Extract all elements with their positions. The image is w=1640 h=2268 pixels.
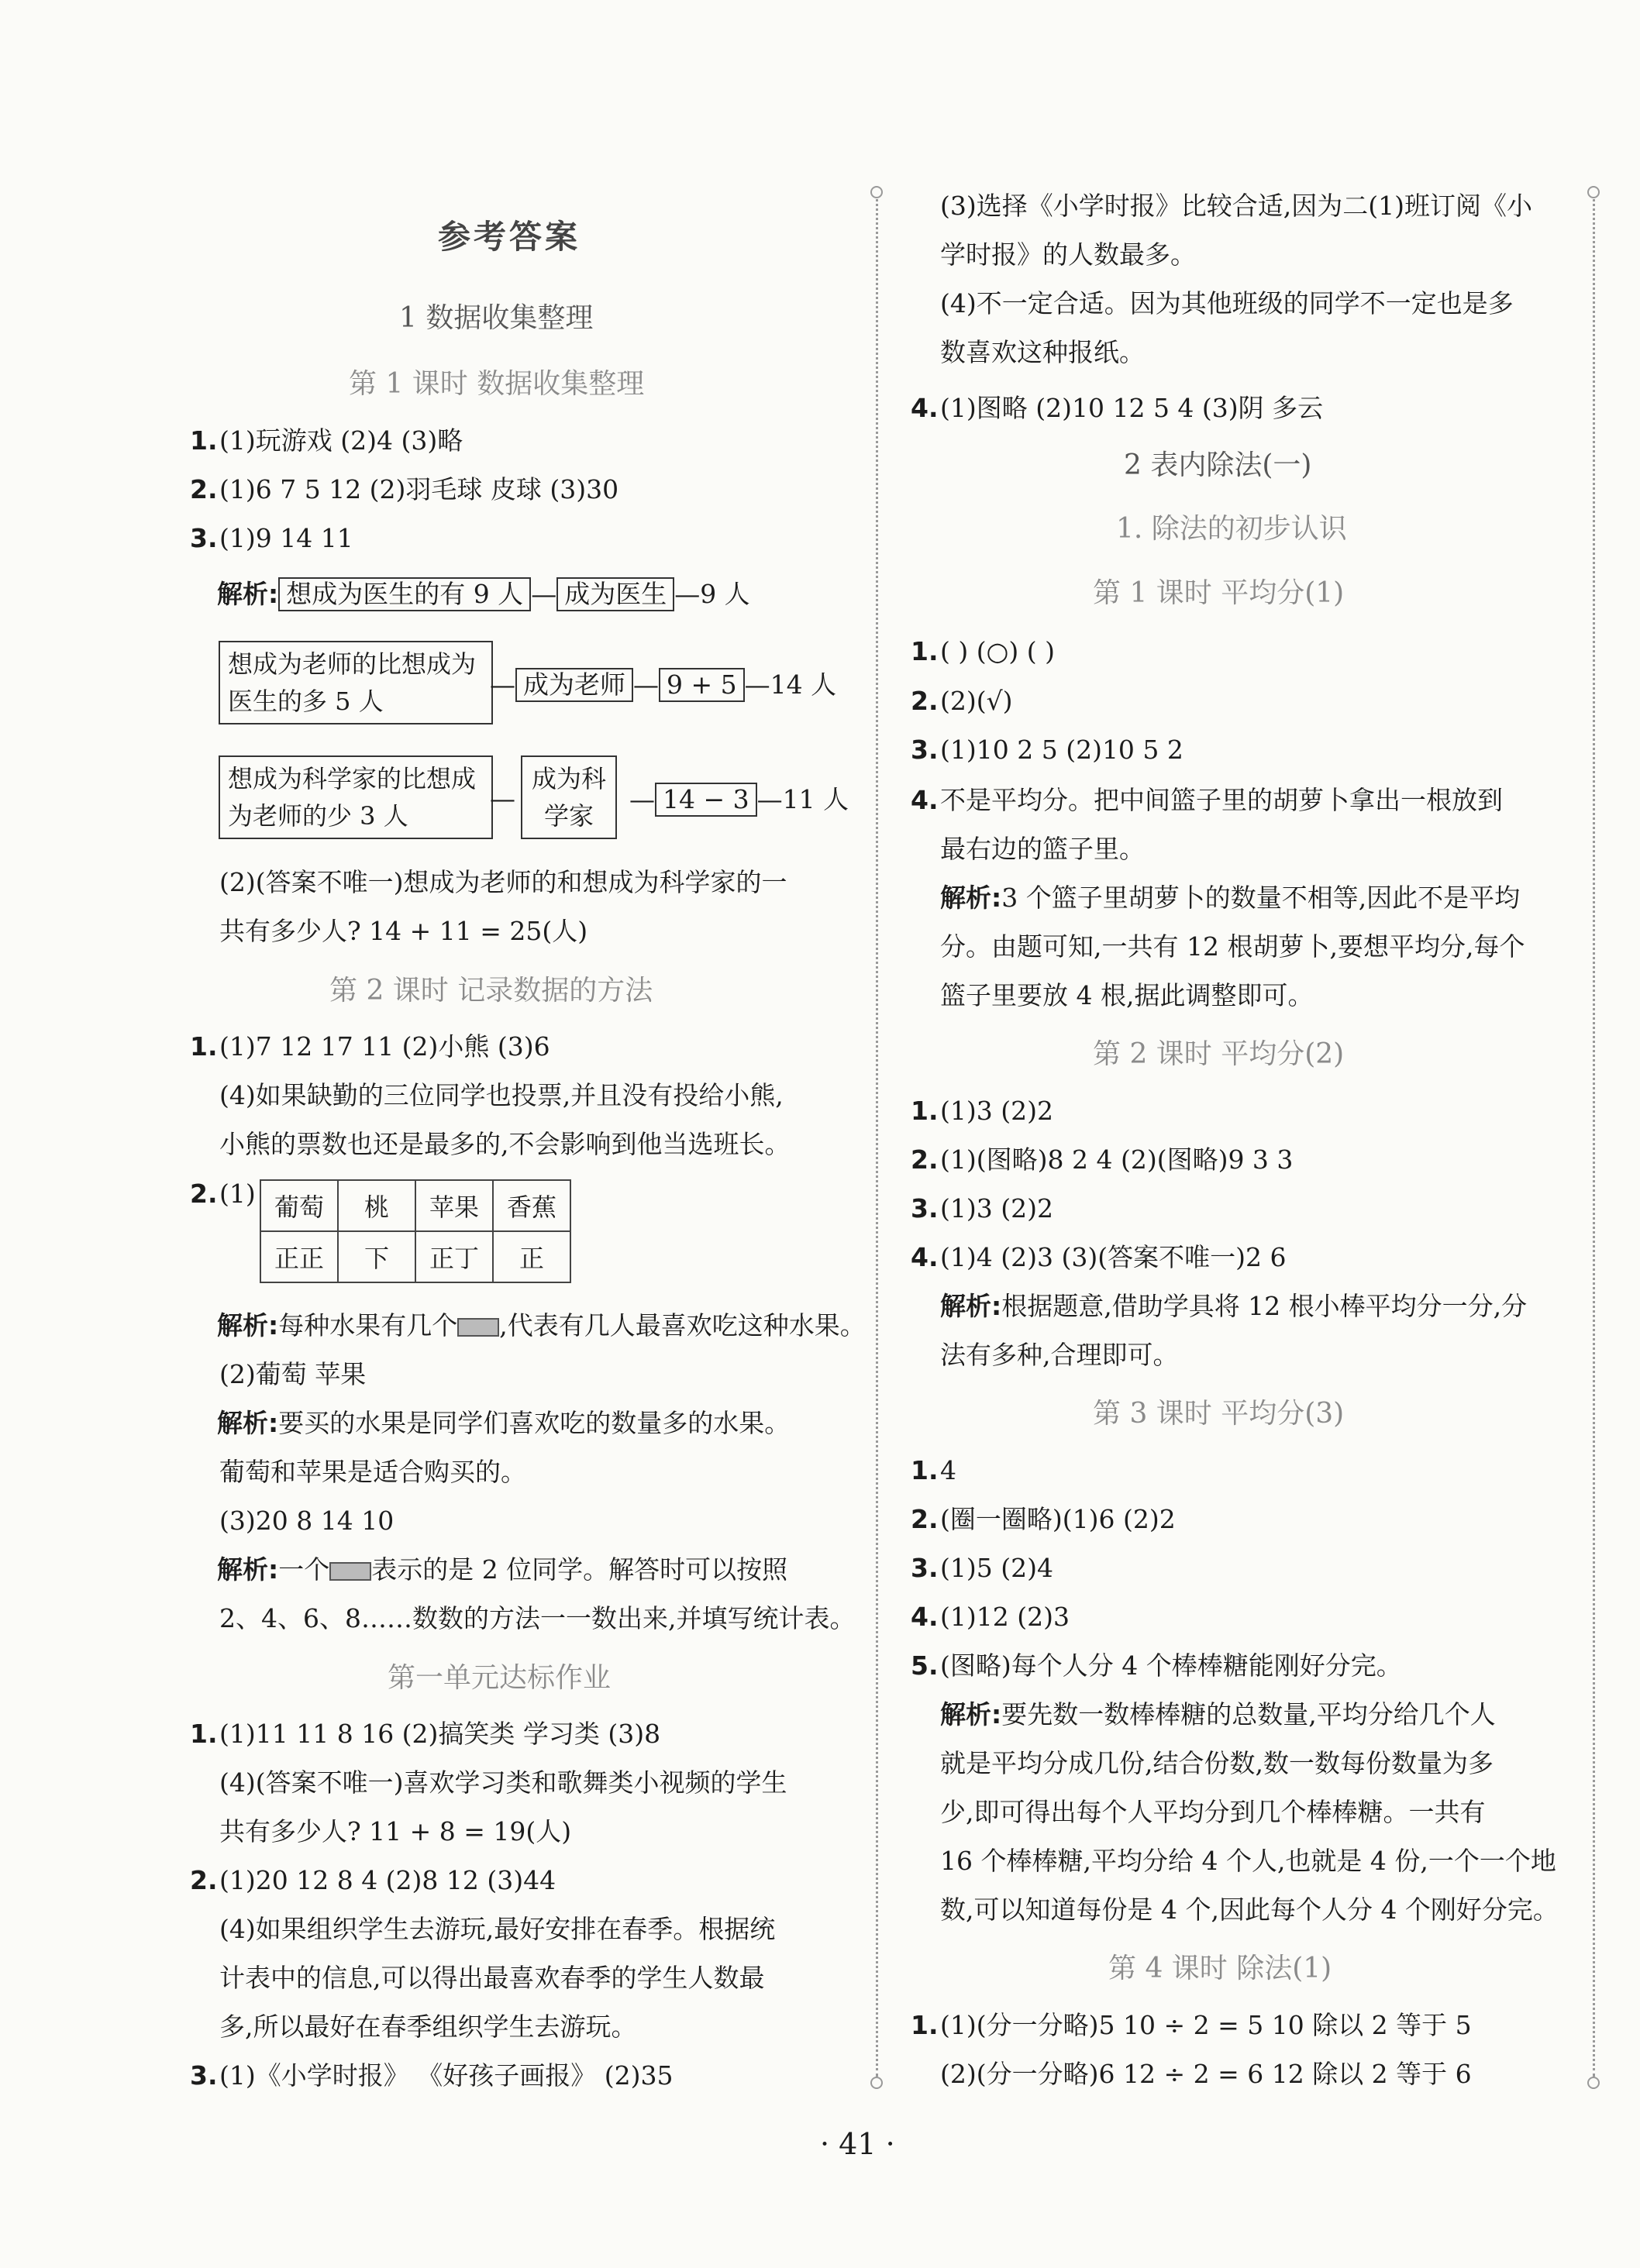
r-unit-answer-3-part4-line2: 数喜欢这种报纸。 — [940, 337, 1145, 367]
box-doctor-count: 想成为医生的有 9 人 — [278, 577, 531, 611]
r-l3-answer-2: 2.(圈一圈略)(1)6 (2)2 — [911, 1504, 1176, 1534]
analysis-row-b: — 成为老师 — 9 + 5 —14 人 — [490, 668, 836, 702]
fruit-tally-table — [260, 1179, 571, 1283]
r-l4-answer-1: 1.(1)(分一分略)5 10 ÷ 2 = 5 10 除以 2 等于 5 — [911, 2010, 1472, 2040]
unit-answer-2: 2.(1)20 12 8 4 (2)8 12 (3)44 — [190, 1865, 556, 1895]
r-unit-answer-3-part3-line1: (3)选择《小学时报》比较合适,因为二(1)班订阅《小 — [940, 191, 1532, 221]
box-scientist-calc: 14 − 3 — [655, 783, 757, 817]
r-l3-analysis-line1: 解析:要先数一数棒棒糖的总数量,平均分给几个人 — [940, 1699, 1496, 1729]
r-unit-answer-4: 4.(1)图略 (2)10 12 5 4 (3)阴 多云 — [911, 393, 1324, 423]
section-1-title: 1. 除法的初步认识 — [1116, 513, 1347, 545]
fruit-tally: 正 — [493, 1231, 570, 1282]
box-become-scientist: 成为科学家 — [521, 755, 617, 839]
unit-test-title: 第一单元达标作业 — [388, 1662, 612, 1694]
r-l1-answer-4-line1: 4.不是平均分。把中间篮子里的胡萝卜拿出一根放到 — [911, 785, 1503, 815]
right-border-top-dot — [1587, 186, 1600, 198]
r-l3-analysis-line2: 就是平均分成几份,结合份数,数一数每份数量为多 — [940, 1748, 1494, 1778]
r-l3-answer-5: 5.(图略)每个人分 4 个棒棒糖能刚好分完。 — [911, 1650, 1402, 1681]
box-teacher-calc: 9 + 5 — [659, 668, 745, 702]
l2-answer-2-part3: (3)20 8 14 10 — [219, 1506, 394, 1536]
answer-3-part2-line2: 共有多少人? 14 + 11 = 25(人) — [219, 916, 588, 946]
unit-answer-2-part4-line2: 计表中的信息,可以得出最喜欢春季的学生人数最 — [219, 1963, 765, 1993]
l2-answer-2: 2.(1) — [190, 1179, 256, 1209]
chapter-2-title: 2 表内除法(一) — [1124, 449, 1312, 481]
r-l1-analysis-line3: 篮子里要放 4 根,据此调整即可。 — [940, 980, 1314, 1010]
r-l1-analysis-line1: 解析:3 个篮子里胡萝卜的数量不相等,因此不是平均 — [940, 883, 1521, 913]
analysis-row-a: 解析: 想成为医生的有 9 人 — 成为医生 —9 人 — [217, 577, 750, 611]
fruit-tally: 正正 — [260, 1231, 338, 1282]
r-l3-answer-3: 3.(1)5 (2)4 — [911, 1553, 1053, 1583]
r-l2-analysis-line2: 法有多种,合理即可。 — [940, 1340, 1179, 1370]
rectangle-icon — [457, 1318, 499, 1337]
rectangle-icon — [329, 1562, 371, 1581]
r-l1-answer-4-line2: 最右边的篮子里。 — [940, 834, 1145, 864]
box-become-doctor: 成为医生 — [556, 577, 674, 611]
lesson-2-title: 第 2 课时 记录数据的方法 — [329, 975, 653, 1007]
r-l1-answer-1: 1.( ) (○) ( ) — [911, 636, 1056, 666]
unit-answer-2-part4-line1: (4)如果组织学生去游玩,最好安排在春季。根据统 — [219, 1914, 776, 1944]
page-title: 参考答案 — [438, 218, 581, 256]
fruit-header: 香蕉 — [493, 1180, 570, 1231]
lesson-1-title: 第 1 课时 数据收集整理 — [349, 368, 645, 400]
unit-answer-2-part4-line3: 多,所以最好在春季组织学生去游玩。 — [219, 2012, 637, 2042]
fruit-tally: 正丁 — [415, 1231, 493, 1282]
r-l3-analysis-line4: 16 个棒棒糖,平均分给 4 个人,也就是 4 份,一个一个地 — [940, 1846, 1556, 1876]
answer-1: 1.(1)玩游戏 (2)4 (3)略 — [190, 425, 463, 456]
analysis-row-c-dash: — — [490, 783, 515, 814]
right-border-divider — [1593, 194, 1595, 2077]
r-l3-analysis-line3: 少,即可得出每个人平均分到几个棒棒糖。一共有 — [940, 1797, 1486, 1827]
r-l4-answer-1-part2: (2)(分一分略)6 12 ÷ 2 = 6 12 除以 2 等于 6 — [940, 2059, 1472, 2089]
divider-top-dot — [870, 186, 883, 198]
l2-answer-1-part4-line1: (4)如果缺勤的三位同学也投票,并且没有投给小熊, — [219, 1080, 784, 1110]
fruit-header: 葡萄 — [260, 1180, 338, 1231]
l2-analysis-3-line2: 2、4、6、8……数数的方法一一数出来,并填写统计表。 — [219, 1603, 856, 1633]
fruit-header: 桃 — [338, 1180, 415, 1231]
r-l2-answer-4: 4.(1)4 (2)3 (3)(答案不唯一)2 6 — [911, 1242, 1287, 1272]
r-lesson-4-title: 第 4 课时 除法(1) — [1108, 1953, 1332, 1984]
page-number: · 41 · — [820, 2127, 895, 2161]
r-l2-answer-2: 2.(1)(图略)8 2 4 (2)(图略)9 3 3 — [911, 1144, 1294, 1175]
unit-answer-1-part4-line1: (4)(答案不唯一)喜欢学习类和歌舞类小视频的学生 — [219, 1767, 787, 1798]
r-lesson-1-title: 第 1 课时 平均分(1) — [1093, 577, 1345, 609]
r-lesson-2-title: 第 2 课时 平均分(2) — [1093, 1038, 1345, 1070]
l2-answer-1-part4-line2: 小熊的票数也还是最多的,不会影响到他当选班长。 — [219, 1129, 791, 1159]
chapter-1-title: 1 数据收集整理 — [399, 302, 594, 334]
answer-3: 3.(1)9 14 11 — [190, 523, 353, 553]
l2-answer-1: 1.(1)7 12 17 11 (2)小熊 (3)6 — [190, 1031, 550, 1062]
fruit-header: 苹果 — [415, 1180, 493, 1231]
r-l3-answer-1: 1.4 — [911, 1455, 956, 1485]
l2-analysis-3-line1: 解析:一个 表示的是 2 位同学。解答时可以按照 — [217, 1554, 788, 1585]
r-l3-answer-4: 4.(1)12 (2)3 — [911, 1602, 1070, 1632]
r-l2-answer-1: 1.(1)3 (2)2 — [911, 1096, 1053, 1126]
divider-bottom-dot — [870, 2077, 883, 2089]
r-l2-answer-3: 3.(1)3 (2)2 — [911, 1193, 1053, 1223]
r-unit-answer-3-part3-line2: 学时报》的人数最多。 — [940, 239, 1196, 270]
r-l1-answer-2: 2.(2)(√) — [911, 686, 1013, 716]
fruit-tally: 下 — [338, 1231, 415, 1282]
r-l1-analysis-line2: 分。由题可知,一共有 12 根胡萝卜,要想平均分,每个 — [940, 931, 1525, 962]
box-teacher-compare: 想成为老师的比想成为医生的多 5 人 — [219, 641, 493, 724]
l2-analysis-2-line1: 解析:要买的水果是同学们喜欢吃的数量多的水果。 — [217, 1408, 791, 1438]
unit-answer-1: 1.(1)11 11 8 16 (2)搞笑类 学习类 (3)8 — [190, 1719, 661, 1749]
l2-answer-2-part2: (2)葡萄 苹果 — [219, 1359, 367, 1389]
right-border-bottom-dot — [1587, 2077, 1600, 2089]
box-scientist-compare: 想成为科学家的比想成为老师的少 3 人 — [219, 755, 493, 839]
r-l1-answer-3: 3.(1)10 2 5 (2)10 5 2 — [911, 735, 1183, 765]
r-l2-analysis-line1: 解析:根据题意,借助学具将 12 根小棒平均分一分,分 — [940, 1291, 1528, 1321]
answer-2: 2.(1)6 7 5 12 (2)羽毛球 皮球 (3)30 — [190, 474, 619, 504]
answer-3-part2-line1: (2)(答案不唯一)想成为老师的和想成为科学家的一 — [219, 867, 787, 897]
l2-analysis-1: 解析:每种水果有几个 ,代表有几人最喜欢吃这种水果。 — [217, 1310, 866, 1340]
r-unit-answer-3-part4-line1: (4)不一定合适。因为其他班级的同学不一定也是多 — [940, 288, 1514, 318]
r-l3-analysis-line5: 数,可以知道每份是 4 个,因此每个人分 4 个刚好分完。 — [940, 1895, 1559, 1925]
column-divider — [876, 194, 878, 2077]
r-lesson-3-title: 第 3 课时 平均分(3) — [1093, 1398, 1345, 1430]
l2-analysis-2-line2: 葡萄和苹果是适合购买的。 — [219, 1457, 526, 1487]
analysis-row-c: — 14 − 3 —11 人 — [629, 783, 849, 817]
box-become-teacher: 成为老师 — [515, 668, 633, 702]
unit-answer-1-part4-line2: 共有多少人? 11 + 8 = 19(人) — [219, 1816, 572, 1846]
unit-answer-3: 3.(1)《小学时报》 《好孩子画报》 (2)35 — [190, 2060, 674, 2091]
